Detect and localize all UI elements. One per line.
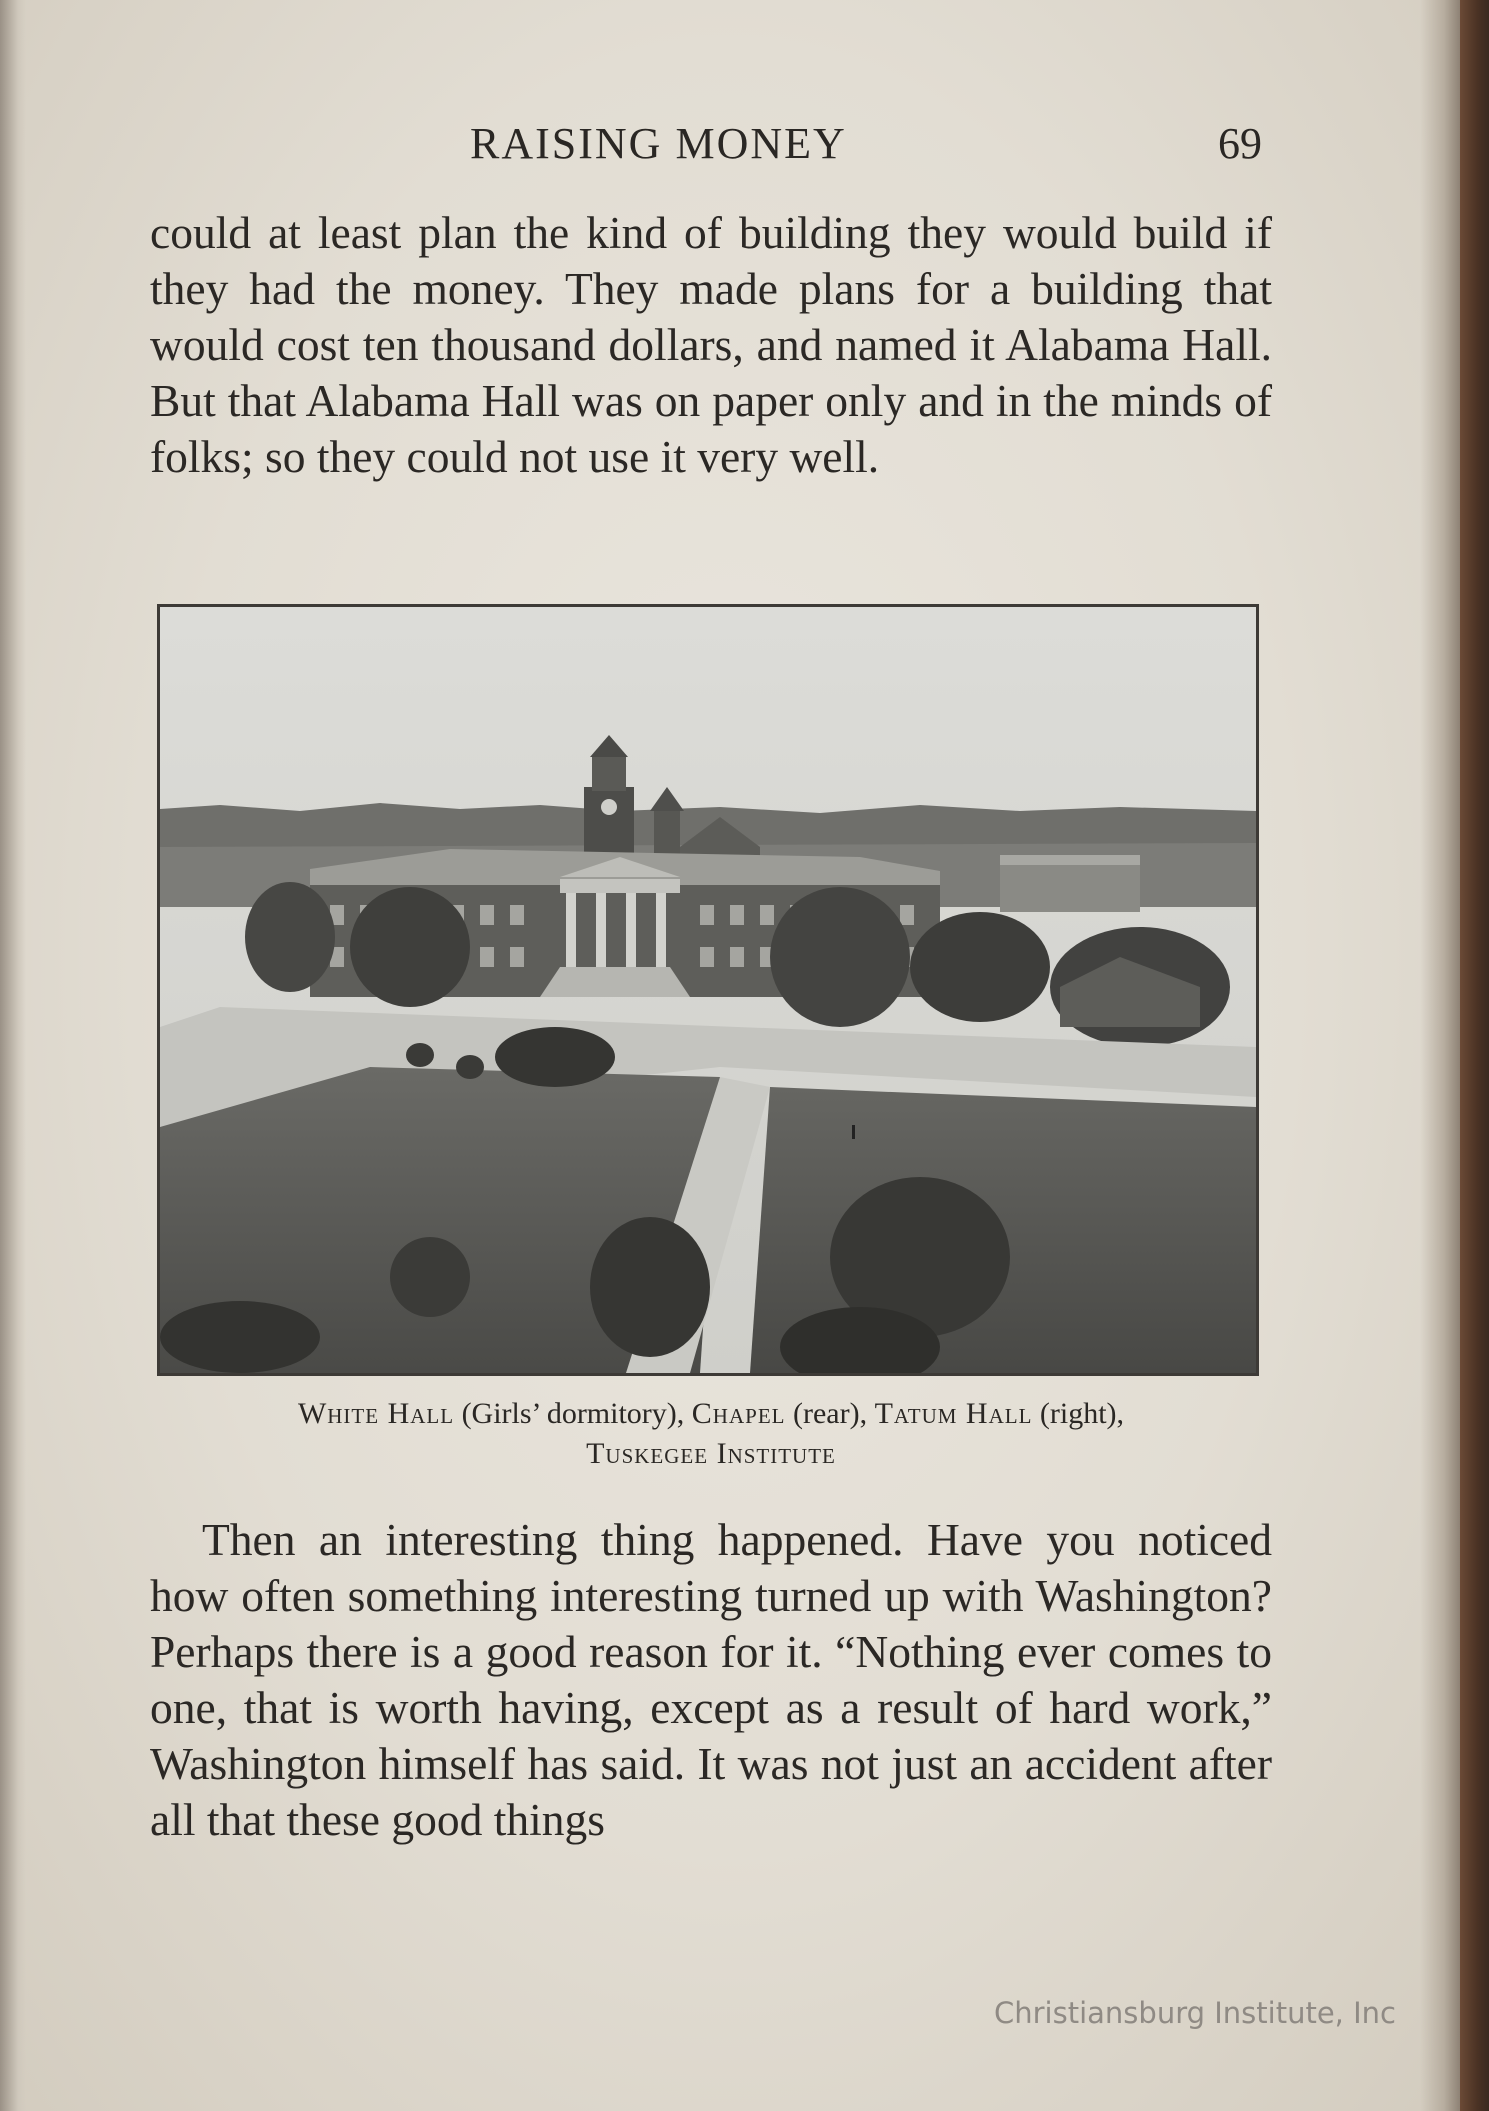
tree: [245, 882, 335, 992]
tree: [350, 887, 470, 1007]
shrub: [406, 1043, 434, 1067]
book-cover-edge: [1460, 0, 1489, 2111]
page-edge-shadow: [1420, 0, 1460, 2111]
tree: [770, 887, 910, 1027]
tree: [910, 912, 1050, 1022]
caption-institute: Tuskegee Institute: [586, 1437, 836, 1470]
campus-photograph: [157, 604, 1259, 1376]
caption-white-hall: White Hall: [297, 1397, 455, 1430]
caption-chapel: Chapel: [691, 1397, 786, 1430]
pedestrian: [852, 1125, 855, 1139]
tree: [590, 1217, 710, 1357]
tatum-hall-building: [1000, 862, 1140, 912]
page-gutter: [0, 0, 26, 2111]
figure-caption: [150, 1394, 1272, 1474]
tree: [390, 1237, 470, 1317]
watermark: Christiansburg Institute, Inc: [994, 1996, 1396, 2030]
front-steps: [540, 967, 690, 997]
clock-face: [601, 799, 617, 815]
caption-tatum-hall: Tatum Hall: [874, 1397, 1033, 1430]
caption-chapel-note: (rear),: [785, 1397, 875, 1430]
paragraph-2: Then an interesting thing happened. Have you noticed how often something interesting turned up with Washington? Perhaps there is a good reason for it. “Nothing ever comes to one, that is worth having, except as a result of hard work,” Washington himself has said. It was not just an accident after all that these good things: [150, 1514, 1272, 1845]
shrub: [456, 1055, 484, 1079]
paragraph-1: could at least plan the kind of building they would build if they had the money. They made plans for a building that would cost ten thousand dollars, and named it Alabama Hall. But that Alabama Hall was on paper only and in the minds of folks; so they could not use it very well.: [150, 207, 1272, 482]
page-number: 69: [1218, 119, 1262, 168]
running-head: RAISING MONEY: [470, 119, 847, 168]
caption-white-hall-note: (Girls’ dormitory),: [454, 1397, 692, 1430]
photograph-illustration: [160, 607, 1256, 1373]
caption-tatum-hall-note: (right),: [1032, 1397, 1125, 1430]
shrub: [495, 1027, 615, 1087]
